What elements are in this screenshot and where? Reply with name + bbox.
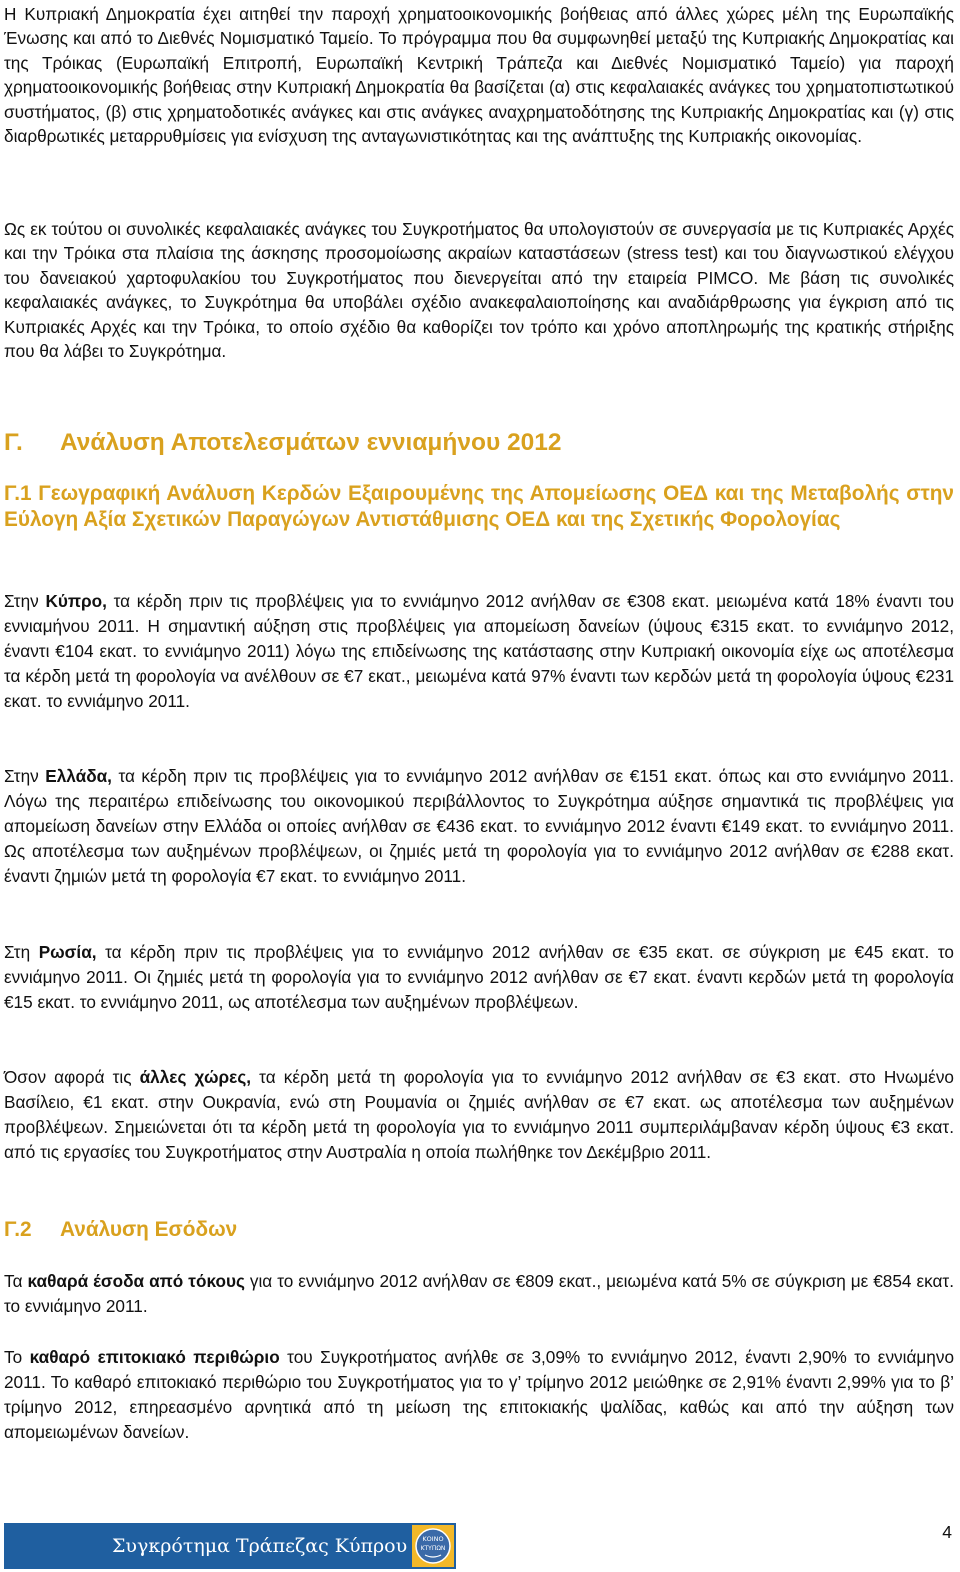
footer-brand-name: Συγκρότημα Τράπεζας Κύπρου [112, 1535, 408, 1557]
cyprus-bold: Κύπρο, [45, 591, 107, 611]
section-number: Γ. [4, 429, 23, 456]
paragraph-net-interest-income [4, 1269, 954, 1319]
subsection-title-g2: Ανάλυση Εσόδων [60, 1218, 238, 1241]
nii-bold: καθαρά έσοδα από τόκους [27, 1271, 245, 1291]
cyprus-text: τα κέρδη πριν τις προβλέψεις για το εννιάμηνο 2012 ανήλθαν σε €308 εκατ. μειωμένα κατά 18% έναντι του εννιαμήνου 2011. Η σημαντική αύξηση στις προβλέψεις για απομείωση δανείων (ύψους €315 εκατ. το εννιάμηνο 2012, έναντι €104 εκατ. το εννιάμηνο 2011) λόγω της επιδείνωσης της κατάστασης στην Κυπριακή οικονομία είχε ως αποτέλεσμα τα κέρδη μετά τη φορολογία να ανέλθουν σε €7 εκατ., μειωμένα κατά 97% έναντι των κερδών μετά τη φορολογία ύψους €231 εκατ. το εννιάμηνο 2011. [4, 591, 954, 711]
nii-text: για το εννιάμηνο 2012 ανήλθαν σε €809 εκατ., μειωμένα κατά 5% σε σύγκριση με €854 εκατ. το εννιάμηνο 2011. [4, 1271, 954, 1316]
russia-bold: Ρωσία, [38, 942, 97, 962]
other-bold: άλλες χώρες, [139, 1067, 252, 1087]
greece-text: τα κέρδη πριν τις προβλέψεις για το εννιάμηνο 2012 ανήλθαν σε €151 εκατ. όπως και στο εννιάμηνο 2011. Λόγω της περαιτέρω επιδείνωσης του οικονομικού περιβάλλοντος το Συγκρότημα αύξησε σημαντικά τις προβλέψεις για απομείωση δανείων στην Ελλάδα οι οποίες ανήλθαν σε €436 εκατ. το εννιάμηνο 2012 έναντι €149 εκατ. το εννιάμηνο 2011. Ως αποτέλεσμα των αυξημένων προβλέψεων, οι ζημιές μετά τη φορολογία για το εννιάμηνο 2012 ανήλθαν σε €288 εκατ. έναντι ζημιών μετά τη φορολογία €7 εκατ. το εννιάμηνο 2011. [4, 766, 954, 886]
nim-lead: Το [4, 1347, 30, 1367]
paragraph-cyprus [4, 589, 954, 714]
subsection-heading-g1: Γ.1 Γεωγραφική Ανάλυση Κερδών Εξαιρουμένης της Απομείωσης ΟΕΔ και της Μεταβολής στην Εύλογη Αξία Σχετικών Παραγώγων Αντιστάθμισης ΟΕΔ και της Σχετικής Φορολογίας [4, 482, 954, 531]
subsection-heading-g2 [4, 1217, 954, 1243]
logo-text-2: ΚΤΥΠΩΝ [420, 1545, 446, 1552]
nim-bold: καθαρό επιτοκιακό περιθώριο [29, 1347, 280, 1367]
nii-lead: Τα [4, 1271, 28, 1291]
page-number: 4 [942, 1522, 952, 1542]
other-lead: Όσον αφορά τις [4, 1067, 140, 1087]
section-heading [4, 428, 954, 458]
logo-text-1: ΚΟΙΝΟ [422, 1535, 444, 1543]
paragraph-russia [4, 940, 954, 1015]
russia-text: τα κέρδη πριν τις προβλέψεις για το εννιάμηνο 2012 ανήλθαν σε €35 εκατ. σε σύγκριση με €45 εκατ. το εννιάμηνο 2011. Οι ζημιές μετά τη φορολογία για το εννιάμηνο 2012 ανήλθαν σε €7 εκατ. έναντι κερδών μετά τη φορολογία €15 εκατ. το εννιάμηνο 2011, ως αποτέλεσμα των αυξημένων προβλέψεων. [4, 942, 954, 1012]
cyprus-lead: Στην [4, 591, 46, 611]
greece-bold: Ελλάδα, [45, 766, 112, 786]
paragraph-greece [4, 764, 954, 889]
footer-brand-bar [4, 1523, 456, 1569]
nim-text: του Συγκροτήματος ανήλθε σε 3,09% το εννιάμηνο 2012, έναντι 2,90% το εννιάμηνο 2011. Το καθαρό επιτοκιακό περιθώριο του Συγκροτήματος για το γ’ τρίμηνο 2012 μειώθηκε σε 2,91% έναντι 2,99% για το β’ τρίμηνο 2012, επηρεασμένο αρνητικά από τη μείωση της επιτοκιακής ψαλίδας, καθώς και από την αύξηση των απομειωμένων δανείων. [4, 1347, 955, 1442]
paragraph-other-countries [4, 1065, 954, 1165]
subsection-number-g2: Γ.2 [4, 1218, 32, 1241]
bank-logo-icon [412, 1525, 454, 1567]
section-title: Ανάλυση Αποτελεσμάτων εννιαμήνου 2012 [60, 429, 562, 456]
greece-lead: Στην [4, 766, 46, 786]
other-text: τα κέρδη μετά τη φορολογία για το εννιάμηνο 2012 ανήλθαν σε €3 εκατ. στο Ηνωμένο Βασίλειο, €1 εκατ. στην Ουκρανία, ενώ στη Ρουμανία οι ζημιές ανήλθαν σε €7 εκατ. ως αποτέλεσμα των αυξημένων προβλέψεων. Σημειώνεται ότι τα κέρδη μετά τη φορολογία για το εννιάμηνο 2011 συμπεριλάμβαναν κέρδη ύψους €3 εκατ. από τις εργασίες του Συγκροτήματος στην Αυστραλία η οποία πωλήθηκε τον Δεκέμβριο 2011. [4, 1067, 954, 1162]
paragraph-intro-2: Ως εκ τούτου οι συνολικές κεφαλαιακές ανάγκες του Συγκροτήματος θα υπολογιστούν σε συνεργασία με τις Κυπριακές Αρχές και την Τρόικα στα πλαίσια της άσκησης προσομοίωσης ακραίων καταστάσεων (stress test) και του διαγνωστικού ελέγχου του δανειακού χαρτοφυλακίου του Συγκροτήματος που διενεργείται από την εταιρεία PIMCO. Με βάση τις συνολικές κεφαλαιακές ανάγκες, το Συγκρότημα θα υποβάλει σχέδιο ανακεφαλαιοποίησης και αναδιάρθρωσης για έγκριση από τις Κυπριακές Αρχές και την Τρόικα, το οποίο σχέδιο θα καθορίζει τον τρόπο και χρόνο αποπληρωμής της κρατικής στήριξης που θα λάβει το Συγκρότημα. [4, 219, 954, 362]
russia-lead: Στη [4, 942, 39, 962]
paragraph-net-interest-margin [4, 1345, 954, 1445]
paragraph-intro-1: Η Κυπριακή Δημοκρατία έχει αιτηθεί την παροχή χρηματοοικονομικής βοήθειας από άλλες χώρες μέλη της Ευρωπαϊκής Ένωσης και από το Διεθνές Νομισματικό Ταμείο. Το πρόγραμμα που θα συμφωνηθεί μεταξύ της Κυπριακής Δημοκρατίας και της Τρόικας (Ευρωπαϊκή Επιτροπή, Ευρωπαϊκή Κεντρική Τράπεζα και Διεθνές Νομισματικό Ταμείο) για παροχή χρηματοοικονομικής βοήθειας στην Κυπριακή Δημοκρατία θα βασίζεται (α) στις κεφαλαιακές ανάγκες του χρηματοπιστωτικού συστήματος, (β) στις χρηματοδοτικές ανάγκες και στις ανάγκες αναχρηματοδότησης της Κυπριακής Δημοκρατίας και (γ) στις διαρθρωτικές μεταρρυθμίσεις για ενίσχυση της ανταγωνιστικότητας και της ανάπτυξης της Κυπριακής οικονομίας. [4, 4, 954, 147]
